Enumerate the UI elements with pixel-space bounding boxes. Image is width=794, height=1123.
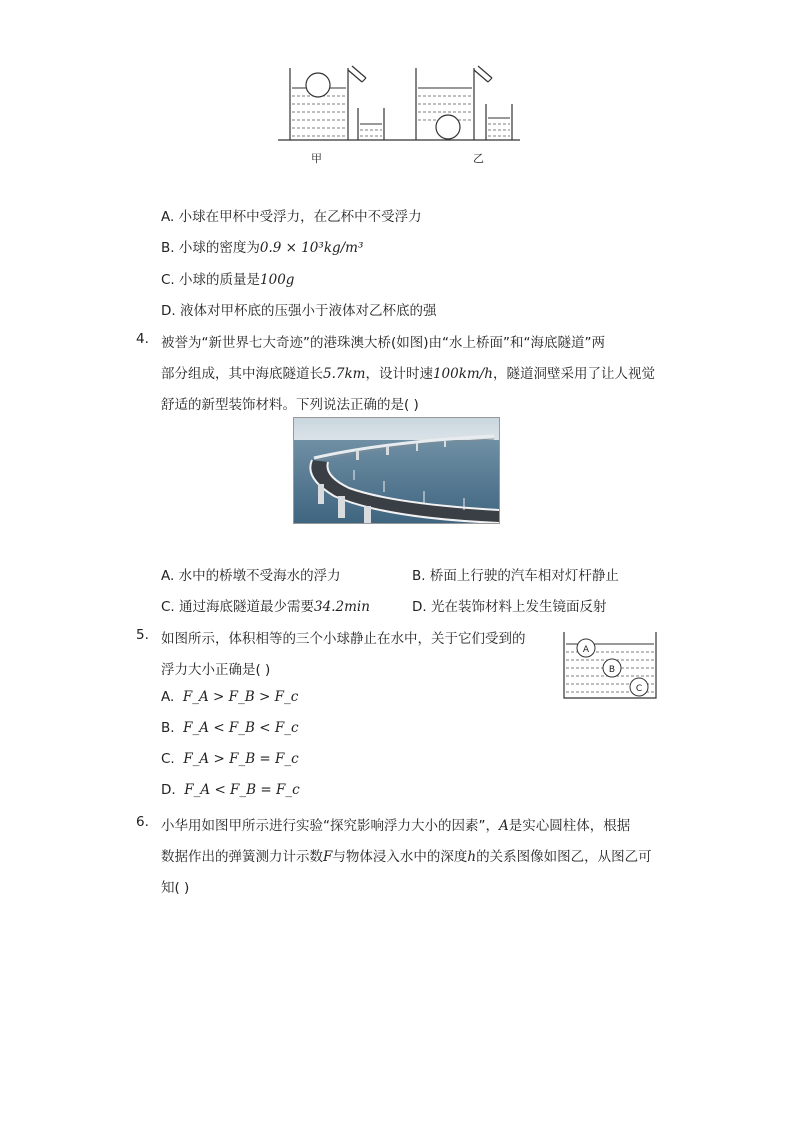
ball-floating — [306, 73, 330, 97]
q4-math-speed: 100km/h — [432, 366, 493, 382]
q5-option-b[interactable] — [161, 720, 299, 736]
q5-option-b-label: B. — [161, 720, 175, 736]
three-balls-figure — [562, 630, 658, 700]
ball-a-label: A — [582, 645, 590, 655]
overflow-cups-figure — [270, 58, 530, 166]
q4-option-c-math: 34.2min — [314, 599, 370, 615]
q3-option-b[interactable] — [161, 236, 363, 256]
q5-number: 5. — [136, 627, 149, 643]
q6-math-a: A — [499, 818, 509, 834]
q5-stem-line1: 如图所示，体积相等的三个小球静止在水中，关于它们受到的 — [161, 631, 526, 647]
ball-sunk — [436, 115, 460, 139]
q6-text-e: 的关系图像如图乙，从图乙可 — [476, 849, 652, 865]
q5-option-c-math: F_A > F_B = F_c — [183, 751, 299, 767]
q3-option-a[interactable] — [161, 205, 422, 225]
q4-stem-line1: 被誉为“新世界七大奇迹”的港珠澳大桥(如图)由“水上桥面”和“海底隧道”两 — [161, 335, 605, 351]
q5-option-d-math: F_A < F_B = F_c — [184, 782, 300, 798]
ball-c-label: C — [635, 684, 643, 694]
q4-option-c[interactable] — [161, 595, 370, 615]
q4-math-length: 5.7km — [323, 366, 366, 382]
ball-b-label: B — [608, 665, 616, 675]
q3-option-d-text: D. 液体对甲杯底的压强小于液体对乙杯底的强 — [161, 303, 437, 319]
q6-stem-line2 — [161, 845, 652, 865]
q4-option-a-text: A. 水中的桥墩不受海水的浮力 — [161, 568, 341, 584]
q5-option-b-math: F_A < F_B < F_c — [183, 720, 299, 736]
q5-option-a-math: F_A > F_B > F_c — [182, 689, 299, 705]
q4-option-b[interactable] — [412, 564, 619, 584]
q3-option-d[interactable] — [161, 299, 436, 319]
q6-math-f: F — [323, 849, 333, 865]
q3-option-c-math: 100g — [260, 272, 295, 288]
q5-option-c[interactable] — [161, 751, 299, 767]
figure-label-jia: 甲 — [311, 152, 322, 165]
q6-text-d: 与物体浸入水中的深度 — [332, 849, 468, 865]
q6-stem-line3: 知( ) — [161, 880, 190, 896]
q6-number: 6. — [136, 814, 149, 830]
q3-option-c[interactable] — [161, 268, 294, 288]
q3-option-c-text: C. 小球的质量是 — [161, 272, 261, 288]
q6-text-b: 是实心圆柱体，根据 — [508, 818, 631, 834]
figure-label-yi: 乙 — [473, 152, 484, 165]
q4-option-b-text: B. 桥面上行驶的汽车相对灯杆静止 — [412, 568, 619, 584]
q3-option-b-text: B. 小球的密度为 — [161, 240, 260, 256]
q5-option-a-label: A. — [161, 689, 175, 705]
q4-text-a: 部分组成，其中海底隧道长 — [161, 366, 323, 382]
q5-option-a[interactable] — [161, 689, 298, 705]
q4-option-d-text: D. 光在装饰材料上发生镜面反射 — [412, 599, 607, 615]
q4-number: 4. — [136, 331, 149, 347]
q4-text-b: ，设计时速 — [365, 366, 433, 382]
bridge-photo — [293, 417, 500, 524]
q6-text-a: 小华用如图甲所示进行实验“探究影响浮力大小的因素”， — [161, 818, 499, 834]
q6-math-h: h — [467, 849, 477, 865]
q5-option-c-label: C. — [161, 751, 175, 767]
q4-option-a[interactable] — [161, 564, 341, 584]
q5-stem-line2: 浮力大小正确是( ) — [161, 662, 271, 678]
q4-option-d[interactable] — [412, 595, 606, 615]
q6-stem-line1 — [161, 814, 630, 834]
q4-option-c-text: C. 通过海底隧道最少需要 — [161, 599, 315, 615]
q4-stem-line2 — [161, 362, 655, 382]
q5-option-d[interactable] — [161, 782, 300, 798]
q5-option-d-label: D. — [161, 782, 176, 798]
q6-text-c: 数据作出的弹簧测力计示数 — [161, 849, 323, 865]
q3-option-b-math: 0.9 × 10³kg/m³ — [259, 240, 364, 256]
q3-option-a-text: A. 小球在甲杯中受浮力，在乙杯中不受浮力 — [161, 209, 422, 225]
q4-stem-line3: 舒适的新型装饰材料。下列说法正确的是( ) — [161, 397, 419, 413]
q4-text-c: ，隧道洞壁采用了让人视觉 — [492, 366, 655, 382]
